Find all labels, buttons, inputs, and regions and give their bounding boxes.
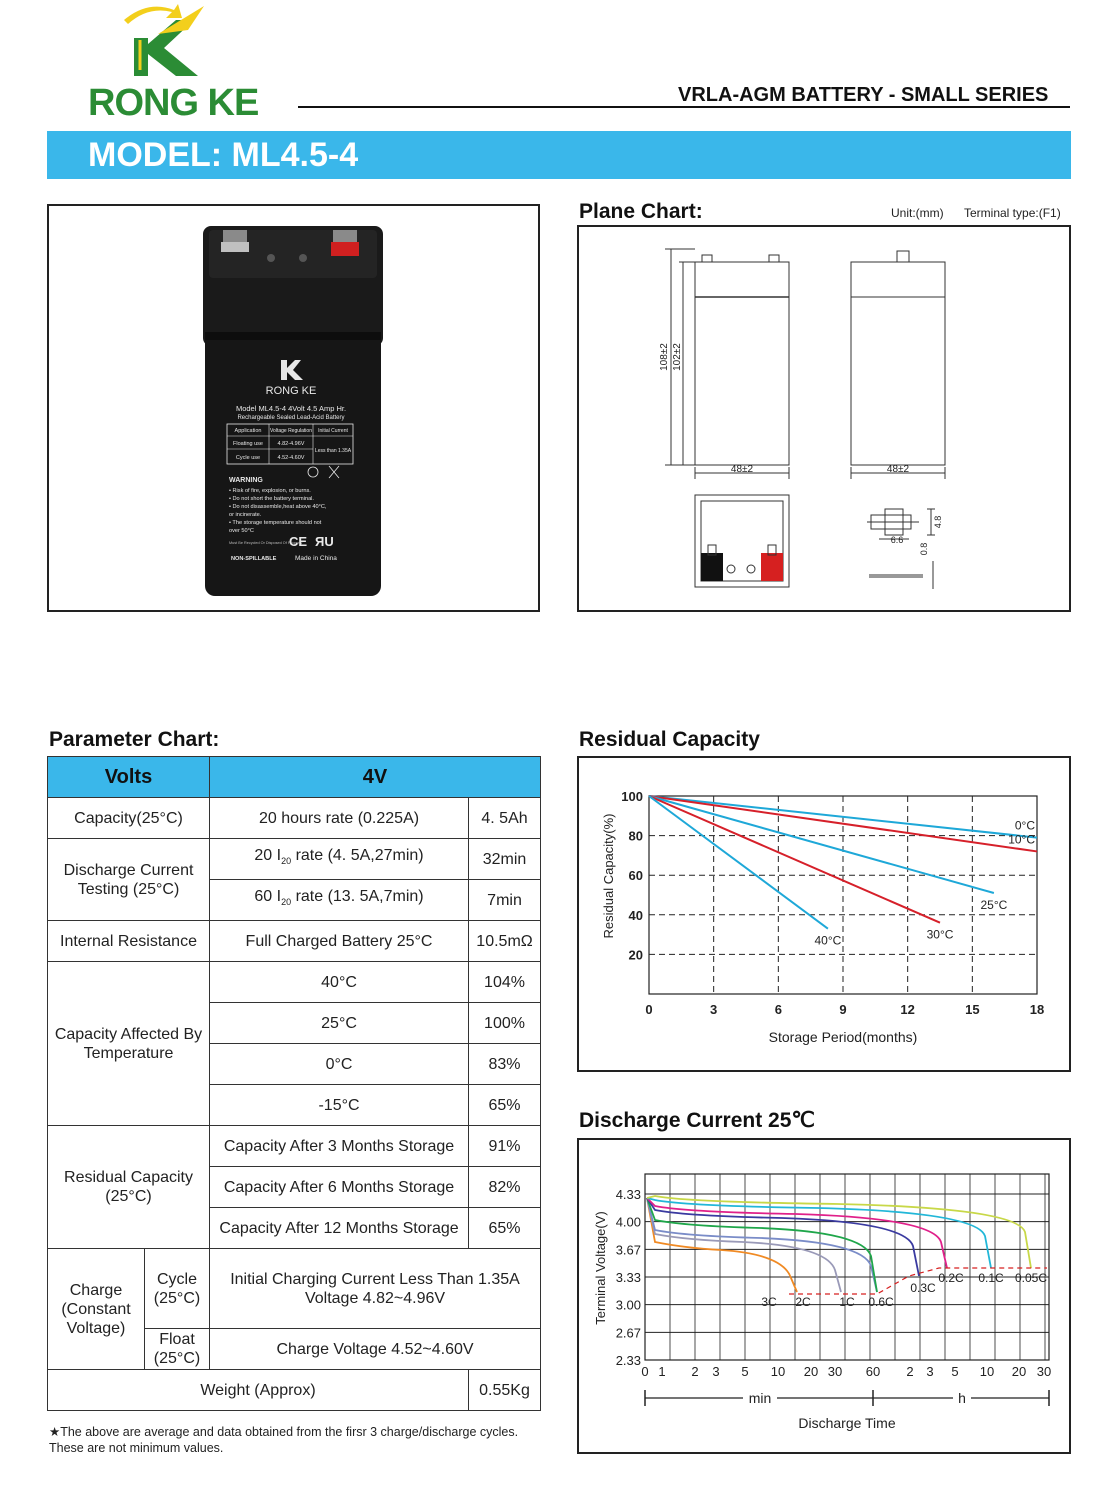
- residual-x-tick: 6: [774, 1002, 782, 1017]
- residual-series-label: 40°C: [814, 933, 842, 948]
- discharge-series-line: [647, 1196, 1031, 1268]
- discharge-y-tick: 3.67: [615, 1242, 641, 1258]
- residual-x-axis-label: Storage Period(months): [768, 1029, 918, 1045]
- residual-3-months: Capacity After 3 Months Storage: [210, 1126, 469, 1167]
- internal-resistance-desc: Full Charged Battery 25°C: [210, 921, 469, 962]
- residual-series-line: [649, 796, 1037, 851]
- residual-y-tick: 80: [628, 828, 643, 844]
- discharge-chart: [579, 1140, 1069, 1452]
- photo-made-in: Made in China: [295, 555, 337, 562]
- residual-x-tick: 12: [900, 1002, 915, 1017]
- residual-6-months-value: 82%: [469, 1167, 541, 1208]
- residual-series-label: 10°C: [1008, 832, 1035, 847]
- photo-warning-1: • Risk of fire, explosion, or burns.: [229, 488, 311, 494]
- capacity-label: Capacity(25°C): [48, 798, 210, 839]
- weight-label: Weight (Approx): [48, 1370, 469, 1411]
- residual-series-label: 30°C: [926, 927, 954, 942]
- temperature-0-value: 83%: [469, 1044, 541, 1085]
- discharge-x-tick: 5: [951, 1364, 959, 1379]
- discharge-value-60: 7min: [469, 880, 541, 921]
- residual-3-months-value: 91%: [469, 1126, 541, 1167]
- discharge-y-tick: 2.67: [615, 1325, 641, 1341]
- discharge-series-label: 0.05C: [1014, 1271, 1048, 1285]
- discharge-y-tick: 4.00: [615, 1214, 641, 1230]
- photo-warning-5: • The storage temperature should not: [229, 520, 322, 526]
- discharge-series-line: [647, 1198, 877, 1292]
- discharge-x-axis-label: Discharge Time: [798, 1415, 896, 1431]
- plane-dim-terminal-thickness: 0.8: [919, 542, 929, 556]
- photo-table-header-application: Application: [234, 428, 262, 434]
- discharge-label: Discharge Current Testing (25°C): [48, 839, 210, 921]
- discharge-y-tick: 3.33: [615, 1270, 641, 1285]
- parameter-table: [47, 756, 541, 1411]
- ce-mark-icon: CE: [289, 534, 308, 549]
- temperature-minus15-value: 65%: [469, 1085, 541, 1126]
- residual-label: Residual Capacity (25°C): [48, 1126, 210, 1249]
- discharge-x-tick: 30: [827, 1364, 843, 1379]
- discharge-h-label: h: [958, 1390, 966, 1406]
- plane-dim-terminal-height: 4.8: [933, 515, 943, 529]
- residual-x-tick: 9: [839, 1002, 847, 1017]
- photo-warning-2: • Do not short the battery terminal.: [229, 496, 314, 502]
- discharge-x-tick: 10: [770, 1364, 786, 1379]
- photo-label-type: Rechargeable Sealed Lead-Acid Battery: [237, 415, 345, 421]
- discharge-row-60: 60 $I_{20}$ rate (13. 5A,7min): [210, 880, 469, 921]
- battery-photo: [49, 206, 538, 610]
- photo-recycle-text: Must Be Recycled Or Disposed Of Property: [229, 541, 303, 545]
- plane-chart-frame: [577, 225, 1071, 612]
- temperature-40-value: 104%: [469, 962, 541, 1003]
- discharge-x-tick: 3: [712, 1364, 720, 1379]
- charge-float-value: Charge Voltage 4.52~4.60V: [210, 1329, 541, 1370]
- discharge-x-tick: 3: [926, 1364, 934, 1379]
- discharge-x-tick: 2: [691, 1364, 699, 1379]
- plane-chart-title: Plane Chart:: [579, 200, 703, 223]
- temperature-25-value: 100%: [469, 1003, 541, 1044]
- residual-plot-area: [649, 796, 1037, 994]
- discharge-value-20: 32min: [469, 839, 541, 880]
- brand-name: RONG KE: [88, 82, 259, 124]
- discharge-y-tick: 3.00: [615, 1297, 641, 1313]
- parameter-chart-title: Parameter Chart:: [49, 728, 220, 751]
- discharge-series-label: 0.3C: [910, 1281, 936, 1295]
- plane-dim-width-front: 48±2: [730, 464, 754, 475]
- discharge-y-axis-label: Terminal Voltage(V): [593, 1211, 608, 1325]
- residual-chart-title: Residual Capacity: [579, 728, 760, 751]
- internal-resistance-label: Internal Resistance: [48, 921, 210, 962]
- discharge-series-label: 0.6C: [868, 1295, 894, 1309]
- discharge-min-label: min: [748, 1390, 772, 1406]
- discharge-x-tick: 20: [1011, 1364, 1027, 1379]
- discharge-chart-title: Discharge Current 25℃: [579, 1109, 815, 1132]
- discharge-y-tick: 2.33: [615, 1353, 641, 1368]
- discharge-x-tick: 10: [979, 1364, 995, 1379]
- residual-x-tick: 15: [965, 1002, 980, 1017]
- discharge-x-tick: 30: [1036, 1364, 1052, 1379]
- photo-table-header-voltage: Voltage Regulation: [270, 428, 312, 434]
- photo-table-floating-use: Floating use: [233, 441, 263, 447]
- residual-series-label: 25°C: [980, 898, 1008, 913]
- residual-x-tick: 0: [645, 1002, 653, 1017]
- photo-warning-6: over 50°C: [229, 528, 254, 534]
- temperature-25: 25°C: [210, 1003, 469, 1044]
- discharge-series-line: [647, 1198, 877, 1292]
- photo-table-cycle-use: Cycle use: [235, 455, 261, 461]
- residual-y-tick: 100: [621, 789, 643, 804]
- weight-value: 0.55Kg: [469, 1370, 541, 1411]
- residual-y-tick: 60: [628, 868, 643, 884]
- residual-12-months: Capacity After 12 Months Storage: [210, 1208, 469, 1249]
- header-divider: [298, 106, 1070, 108]
- footnote: ★The above are average and data obtained from the firsr 3 charge/discharge cycles. These are not minimum values.: [49, 1425, 519, 1455]
- plane-dim-terminal-width: 6.6: [890, 535, 904, 545]
- photo-non-spillable: NON-SPILLABLE: [231, 556, 277, 562]
- discharge-x-tick: 0: [641, 1364, 649, 1379]
- photo-label-model: Model ML4.5-4 4Volt 4.5 Amp Hr.: [235, 404, 347, 413]
- discharge-row-20: 20 $I_{20}$ rate (4. 5A,27min): [210, 839, 469, 880]
- discharge-series-label: 1C: [839, 1295, 855, 1309]
- discharge-series-label: 3C: [761, 1295, 777, 1309]
- plane-chart-unit: Unit:(mm): [891, 206, 944, 220]
- photo-label-brand: RONG KE: [265, 385, 317, 397]
- temperature-40: 40°C: [210, 962, 469, 1003]
- temperature-0: 0°C: [210, 1044, 469, 1085]
- discharge-series-label: 0.1C: [978, 1271, 1004, 1285]
- photo-table-cycle-voltage: 4.52-4.60V: [277, 455, 305, 461]
- residual-y-axis-label: Residual Capacity(%): [601, 813, 616, 939]
- volts-value: 4V: [210, 757, 541, 798]
- capacity-value: 4. 5Ah: [469, 798, 541, 839]
- plane-chart-terminal: Terminal type:(F1): [964, 206, 1061, 220]
- photo-warning-3: • Do not disassemble,heat above 40°C,: [229, 504, 327, 510]
- ul-mark-icon: ЯU: [315, 534, 334, 549]
- discharge-x-tick: 60: [865, 1364, 881, 1379]
- discharge-x-tick: 2: [906, 1364, 914, 1379]
- plane-dim-width-side: 48±2: [886, 464, 910, 475]
- photo-table-floating-voltage: 4.82-4.96V: [277, 441, 305, 447]
- residual-y-tick: 40: [628, 907, 643, 923]
- discharge-series-label: 0.2C: [938, 1271, 964, 1285]
- discharge-y-tick: 4.33: [615, 1187, 641, 1202]
- residual-series-label: 0°C: [1014, 818, 1035, 833]
- discharge-x-tick: 5: [741, 1364, 749, 1379]
- photo-table-header-current: Initial Current: [318, 428, 348, 434]
- residual-series-line: [649, 796, 994, 893]
- photo-warning-title: WARNING: [229, 477, 263, 484]
- photo-warning-4: or incinerate.: [229, 512, 262, 518]
- plane-dim-height-total: 108±2: [659, 343, 670, 371]
- capacity-desc: 20 hours rate (0.225A): [210, 798, 469, 839]
- charge-float-label: Float (25°C): [145, 1329, 210, 1370]
- volts-label: Volts: [48, 757, 210, 798]
- plane-dim-height-body: 102±2: [672, 343, 683, 371]
- residual-x-tick: 18: [1029, 1002, 1045, 1017]
- charge-cycle-label: Cycle (25°C): [145, 1249, 210, 1329]
- temperature-minus15: -15°C: [210, 1085, 469, 1126]
- temperature-label: Capacity Affected By Temperature: [48, 962, 210, 1126]
- brand-logo-icon: [118, 4, 214, 82]
- plane-chart-drawing: [579, 227, 1069, 610]
- discharge-x-tick: 20: [803, 1364, 819, 1379]
- internal-resistance-value: 10.5mΩ: [469, 921, 541, 962]
- series-title: VRLA-AGM BATTERY - SMALL SERIES: [678, 84, 1049, 106]
- model-title: MODEL: ML4.5-4: [88, 136, 359, 174]
- residual-12-months-value: 65%: [469, 1208, 541, 1249]
- discharge-series-label: 2C: [795, 1295, 811, 1309]
- residual-chart-frame: [577, 756, 1071, 1072]
- discharge-chart-frame: [577, 1138, 1071, 1454]
- residual-chart: [579, 758, 1069, 1070]
- residual-6-months: Capacity After 6 Months Storage: [210, 1167, 469, 1208]
- product-photo-frame: [47, 204, 540, 612]
- residual-x-tick: 3: [710, 1002, 718, 1017]
- photo-table-initial-current: Less than 1.35A: [314, 448, 352, 454]
- charge-cycle-value: Initial Charging Current Less Than 1.35A Voltage 4.82~4.96V: [210, 1249, 541, 1329]
- charge-label: Charge (Constant Voltage): [48, 1249, 145, 1370]
- residual-y-tick: 20: [628, 947, 643, 963]
- discharge-x-tick: 1: [658, 1364, 666, 1379]
